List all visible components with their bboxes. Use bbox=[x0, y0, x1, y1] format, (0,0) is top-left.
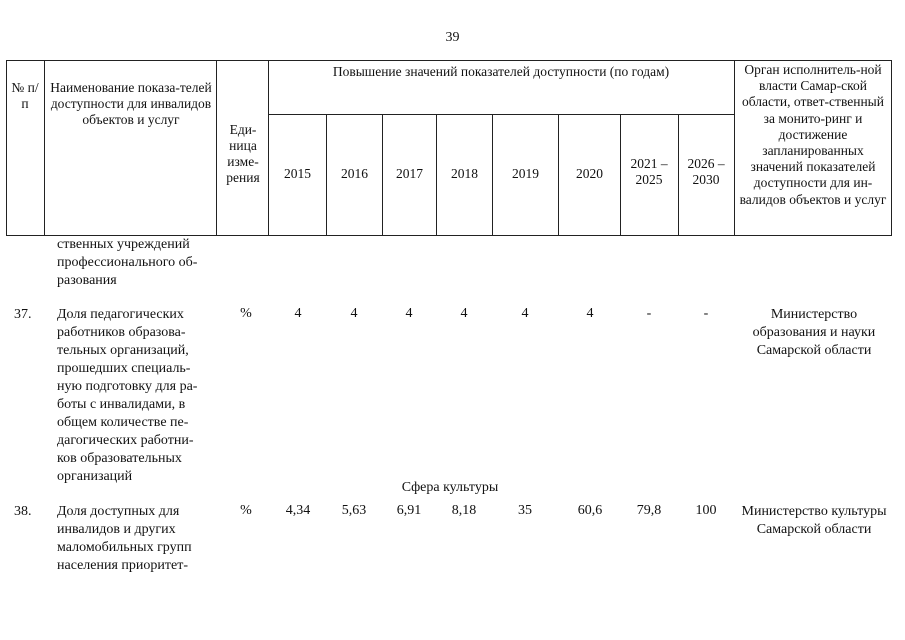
row-value: 4,34 bbox=[285, 503, 311, 518]
header-year: 2016 bbox=[341, 166, 368, 181]
continuation-line: профессионального об- bbox=[57, 255, 198, 270]
row-value: - bbox=[646, 306, 652, 321]
row-name-line: общем количестве пе- bbox=[57, 415, 189, 430]
row-name-line: Доля педагогических bbox=[57, 307, 184, 322]
row-organ: Министерство образования и науки Самарской области bbox=[752, 307, 876, 358]
header-year: 2017 bbox=[396, 166, 423, 181]
row-unit: % bbox=[240, 306, 252, 321]
page-number: 39 bbox=[445, 30, 460, 45]
row-name-line: ков образовательных bbox=[57, 451, 182, 466]
row-name-line: дагогических работни- bbox=[57, 433, 194, 448]
row-value: 4 bbox=[405, 306, 413, 321]
header-year: 2019 bbox=[512, 166, 539, 181]
row-value: 8,18 bbox=[451, 503, 477, 518]
row-value: 5,63 bbox=[341, 503, 367, 518]
row-value: 35 bbox=[518, 503, 532, 518]
row-value: 79,8 bbox=[636, 503, 662, 518]
row-organ: Министерство культуры Самарской области bbox=[741, 504, 887, 537]
row-value: 100 bbox=[695, 503, 717, 518]
header-year: 2015 bbox=[284, 166, 311, 181]
section-title: Сфера культуры bbox=[401, 480, 499, 495]
row-name-line: прошедших специаль- bbox=[57, 361, 191, 376]
row-name-line: работников образова- bbox=[57, 325, 186, 340]
row-value: 6,91 bbox=[396, 503, 422, 518]
header-unit: Еди-ница изме-рения bbox=[226, 122, 260, 185]
row-num: 38. bbox=[14, 504, 32, 519]
row-value: 4 bbox=[350, 306, 358, 321]
header-num: № п/п bbox=[11, 80, 39, 111]
row-name-line: тельных организаций, bbox=[57, 343, 189, 358]
header-year: 2020 bbox=[576, 166, 603, 181]
row-value: 60,6 bbox=[577, 503, 603, 518]
row-name-line: населения приоритет- bbox=[57, 558, 189, 573]
header-year: 2018 bbox=[451, 166, 478, 181]
row-value: 4 bbox=[521, 306, 529, 321]
header-increase: Повышение значений показателей доступности (по годам) bbox=[332, 64, 670, 79]
continuation-line: разования bbox=[57, 273, 117, 288]
row-name-line: инвалидов и других bbox=[57, 522, 176, 537]
row-unit: % bbox=[240, 503, 252, 518]
row-name-line: маломобильных групп bbox=[57, 540, 192, 555]
header-name: Наименование показа-телей доступности для инвалидов объектов и услуг bbox=[50, 80, 212, 127]
row-num: 37. bbox=[14, 307, 32, 322]
header-year: 2026 – 2030 bbox=[687, 156, 725, 187]
row-value: 4 bbox=[586, 306, 594, 321]
table-header bbox=[6, 60, 892, 236]
row-name-line: боты с инвалидами, в bbox=[57, 397, 186, 412]
row-name-line: организаций bbox=[57, 469, 133, 484]
header-year: 2021 – 2025 bbox=[630, 156, 668, 187]
continuation-line: ственных учреждений bbox=[57, 237, 190, 252]
row-value: - bbox=[703, 306, 709, 321]
row-name-line: ную подготовку для ра- bbox=[57, 379, 198, 394]
row-value: 4 bbox=[294, 306, 302, 321]
row-name-line: Доля доступных для bbox=[57, 504, 180, 519]
header-organ: Орган исполнитель-ной власти Самар-ской области, ответ-ственный за монито-ринг и достижение запланированных значений показателей доступности для ин-валидов объектов и услуг bbox=[739, 62, 887, 207]
row-value: 4 bbox=[460, 306, 468, 321]
